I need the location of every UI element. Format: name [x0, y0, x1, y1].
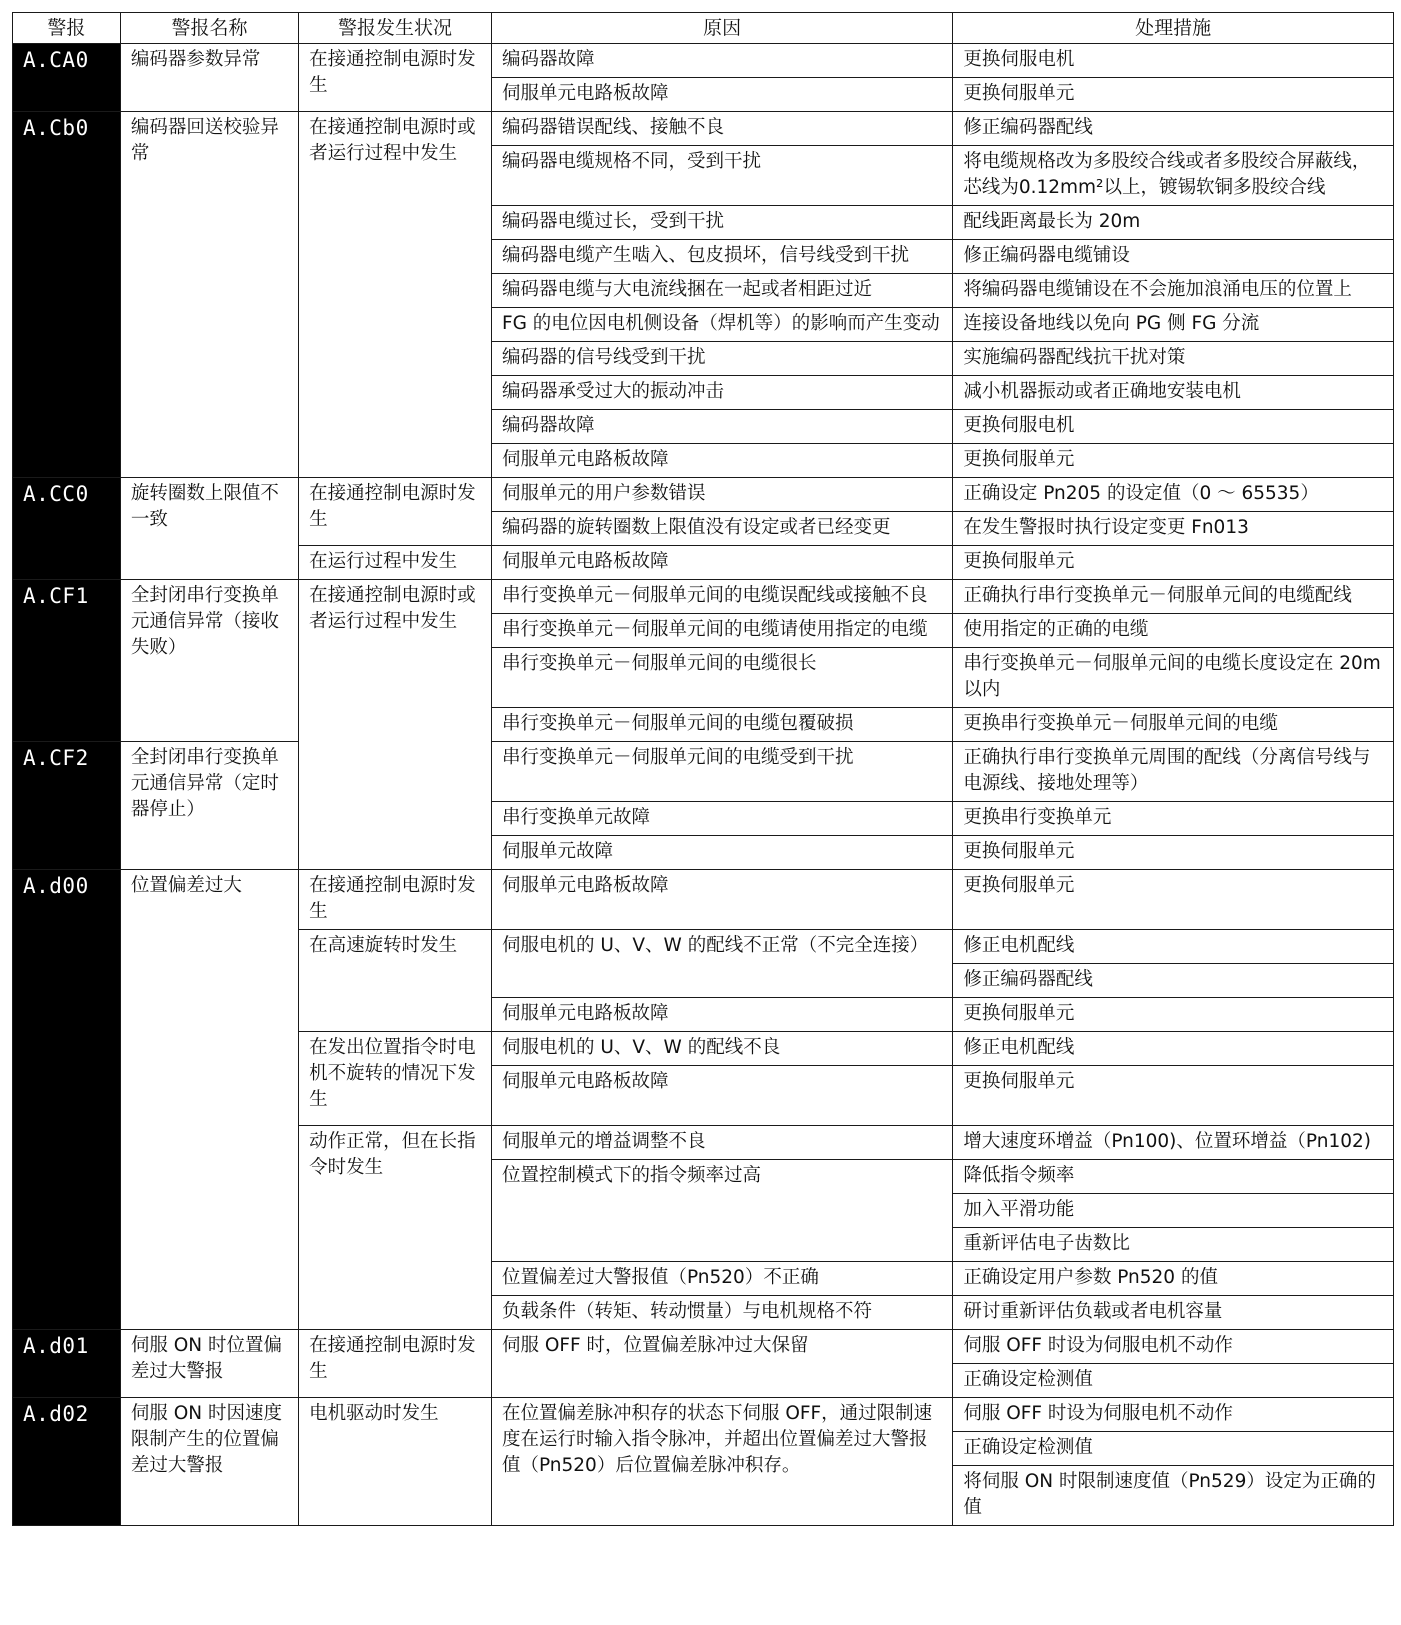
alarm-name: 伺服 ON 时位置偏差过大警报 [120, 1330, 298, 1398]
alarm-measure: 加入平滑功能 [953, 1194, 1394, 1228]
alarm-measure: 实施编码器配线抗干扰对策 [953, 342, 1394, 376]
alarm-measure: 修正编码器电缆铺设 [953, 240, 1394, 274]
alarm-cause: 伺服单元电路板故障 [491, 1066, 952, 1126]
alarm-measure: 修正编码器配线 [953, 964, 1394, 998]
alarm-measure: 配线距离最长为 20m [953, 206, 1394, 240]
alarm-cause: 编码器错误配线、接触不良 [491, 112, 952, 146]
alarm-cause: 伺服电机的 U、V、W 的配线不良 [491, 1032, 952, 1066]
alarm-measure: 更换伺服单元 [953, 836, 1394, 870]
alarm-cause: 伺服单元电路板故障 [491, 870, 952, 930]
alarm-cause: 伺服 OFF 时，位置偏差脉冲过大保留 [491, 1330, 952, 1398]
alarm-name: 位置偏差过大 [120, 870, 298, 1330]
alarm-measure: 更换伺服单元 [953, 1066, 1394, 1126]
alarm-name: 旋转圈数上限值不一致 [120, 478, 298, 580]
alarm-measure: 降低指令频率 [953, 1160, 1394, 1194]
alarm-situation: 在接通控制电源时或者运行过程中发生 [299, 112, 492, 478]
alarm-measure: 串行变换单元－伺服单元间的电缆长度设定在 20m 以内 [953, 648, 1394, 708]
alarm-code: A.CF2 [13, 742, 121, 870]
alarm-measure: 更换串行变换单元 [953, 802, 1394, 836]
alarm-cause: 串行变换单元－伺服单元间的电缆包覆破损 [491, 708, 952, 742]
alarm-code: A.d02 [13, 1398, 121, 1526]
alarm-cause: 编码器承受过大的振动冲击 [491, 376, 952, 410]
alarm-code: A.CC0 [13, 478, 121, 580]
alarm-code: A.CF1 [13, 580, 121, 742]
alarm-cause: 编码器的旋转圈数上限值没有设定或者已经变更 [491, 512, 952, 546]
alarm-cause: 串行变换单元－伺服单元间的电缆很长 [491, 648, 952, 708]
alarm-situation: 在接通控制电源时发生 [299, 44, 492, 112]
header-row [13, 13, 1394, 44]
alarm-cause: 伺服单元电路板故障 [491, 998, 952, 1032]
alarm-cause: 编码器电缆过长，受到干扰 [491, 206, 952, 240]
alarm-measure: 增大速度环增益（Pn100)、位置环增益（Pn102) [953, 1126, 1394, 1160]
alarm-cause: 编码器电缆与大电流线捆在一起或者相距过近 [491, 274, 952, 308]
alarm-cause: 位置偏差过大警报值（Pn520）不正确 [491, 1262, 952, 1296]
header-code: 警报 [13, 13, 121, 44]
alarm-situation: 电机驱动时发生 [299, 1398, 492, 1526]
alarm-cause: 伺服单元电路板故障 [491, 78, 952, 112]
alarm-measure: 正确设定用户参数 Pn520 的值 [953, 1262, 1394, 1296]
alarm-measure: 更换伺服电机 [953, 410, 1394, 444]
alarm-cause: 伺服单元电路板故障 [491, 546, 952, 580]
alarm-cause: 串行变换单元－伺服单元间的电缆误配线或接触不良 [491, 580, 952, 614]
alarm-code: A.d00 [13, 870, 121, 1330]
alarm-cause: 伺服单元的增益调整不良 [491, 1126, 952, 1160]
table-row [13, 580, 1394, 614]
alarm-cause: 编码器故障 [491, 410, 952, 444]
alarm-cause: 伺服单元电路板故障 [491, 444, 952, 478]
alarm-measure: 更换伺服单元 [953, 546, 1394, 580]
alarm-situation: 在高速旋转时发生 [299, 930, 492, 1032]
alarm-situation: 在接通控制电源时或者运行过程中发生 [299, 580, 492, 870]
alarm-situation: 在发出位置指令时电机不旋转的情况下发生 [299, 1032, 492, 1126]
alarm-measure: 正确设定检测值 [953, 1364, 1394, 1398]
table-row [13, 478, 1394, 512]
alarm-measure: 将电缆规格改为多股绞合线或者多股绞合屏蔽线，芯线为0.12mm²以上，镀锡软铜多股绞合线 [953, 146, 1394, 206]
alarm-measure: 重新评估电子齿数比 [953, 1228, 1394, 1262]
alarm-cause: 负载条件（转矩、转动惯量）与电机规格不符 [491, 1296, 952, 1330]
alarm-situation: 在接通控制电源时发生 [299, 1330, 492, 1398]
alarm-measure: 更换伺服单元 [953, 78, 1394, 112]
table-row [13, 44, 1394, 78]
alarm-measure: 修正电机配线 [953, 930, 1394, 964]
alarm-situation: 在接通控制电源时发生 [299, 870, 492, 930]
alarm-cause: 编码器电缆规格不同，受到干扰 [491, 146, 952, 206]
table-row [13, 1398, 1394, 1432]
alarm-measure: 修正电机配线 [953, 1032, 1394, 1066]
alarm-measure: 正确设定 Pn205 的设定值（0 ～ 65535） [953, 478, 1394, 512]
alarm-measure: 伺服 OFF 时设为伺服电机不动作 [953, 1330, 1394, 1364]
alarm-cause: 串行变换单元－伺服单元间的电缆请使用指定的电缆 [491, 614, 952, 648]
alarm-measure: 正确执行串行变换单元周围的配线（分离信号线与电源线、接地处理等） [953, 742, 1394, 802]
alarm-name: 伺服 ON 时因速度限制产生的位置偏差过大警报 [120, 1398, 298, 1526]
alarm-cause: 伺服单元故障 [491, 836, 952, 870]
alarm-name: 全封闭串行变换单元通信异常（接收失败） [120, 580, 298, 742]
alarm-measure: 减小机器振动或者正确地安装电机 [953, 376, 1394, 410]
alarm-measure: 研讨重新评估负载或者电机容量 [953, 1296, 1394, 1330]
alarm-cause: 在位置偏差脉冲积存的状态下伺服 OFF，通过限制速度在运行时输入指令脉冲，并超出位置偏差过大警报值（Pn520）后位置偏差脉冲积存。 [491, 1398, 952, 1526]
header-situation: 警报发生状况 [299, 13, 492, 44]
alarm-measure: 正确执行串行变换单元－伺服单元间的电缆配线 [953, 580, 1394, 614]
alarm-cause: 编码器的信号线受到干扰 [491, 342, 952, 376]
alarm-cause: 伺服单元的用户参数错误 [491, 478, 952, 512]
alarm-measure: 修正编码器配线 [953, 112, 1394, 146]
table-row [13, 742, 1394, 802]
alarm-name: 编码器回送校验异常 [120, 112, 298, 478]
alarm-name: 全封闭串行变换单元通信异常（定时器停止） [120, 742, 298, 870]
alarm-cause: FG 的电位因电机侧设备（焊机等）的影响而产生变动 [491, 308, 952, 342]
alarm-code: A.d01 [13, 1330, 121, 1398]
alarm-measure: 在发生警报时执行设定变更 Fn013 [953, 512, 1394, 546]
alarm-measure: 连接设备地线以免向 PG 侧 FG 分流 [953, 308, 1394, 342]
alarm-measure: 更换串行变换单元－伺服单元间的电缆 [953, 708, 1394, 742]
alarm-situation: 动作正常，但在长指令时发生 [299, 1126, 492, 1330]
alarm-situation: 在接通控制电源时发生 [299, 478, 492, 546]
alarm-measure: 更换伺服电机 [953, 44, 1394, 78]
alarm-cause: 串行变换单元－伺服单元间的电缆受到干扰 [491, 742, 952, 802]
alarm-measure: 伺服 OFF 时设为伺服电机不动作 [953, 1398, 1394, 1432]
alarm-measure: 更换伺服单元 [953, 444, 1394, 478]
header-name: 警报名称 [120, 13, 298, 44]
alarm-measure: 更换伺服单元 [953, 870, 1394, 930]
header-measure: 处理措施 [953, 13, 1394, 44]
alarm-measure: 将编码器电缆铺设在不会施加浪涌电压的位置上 [953, 274, 1394, 308]
table-row [13, 1330, 1394, 1364]
alarm-cause: 编码器电缆产生啮入、包皮损坏，信号线受到干扰 [491, 240, 952, 274]
alarm-situation: 在运行过程中发生 [299, 546, 492, 580]
alarm-code: A.Cb0 [13, 112, 121, 478]
alarm-name: 编码器参数异常 [120, 44, 298, 112]
alarm-cause: 编码器故障 [491, 44, 952, 78]
alarm-cause: 位置控制模式下的指令频率过高 [491, 1160, 952, 1262]
alarm-code: A.CA0 [13, 44, 121, 112]
alarm-cause: 串行变换单元故障 [491, 802, 952, 836]
alarm-measure: 更换伺服单元 [953, 998, 1394, 1032]
alarm-measure: 正确设定检测值 [953, 1432, 1394, 1466]
table-row [13, 870, 1394, 930]
alarm-table [12, 12, 1394, 1526]
table-row [13, 112, 1394, 146]
alarm-cause: 伺服电机的 U、V、W 的配线不正常（不完全连接） [491, 930, 952, 998]
alarm-measure: 使用指定的正确的电缆 [953, 614, 1394, 648]
header-cause: 原因 [491, 13, 952, 44]
alarm-measure: 将伺服 ON 时限制速度值（Pn529）设定为正确的值 [953, 1466, 1394, 1526]
